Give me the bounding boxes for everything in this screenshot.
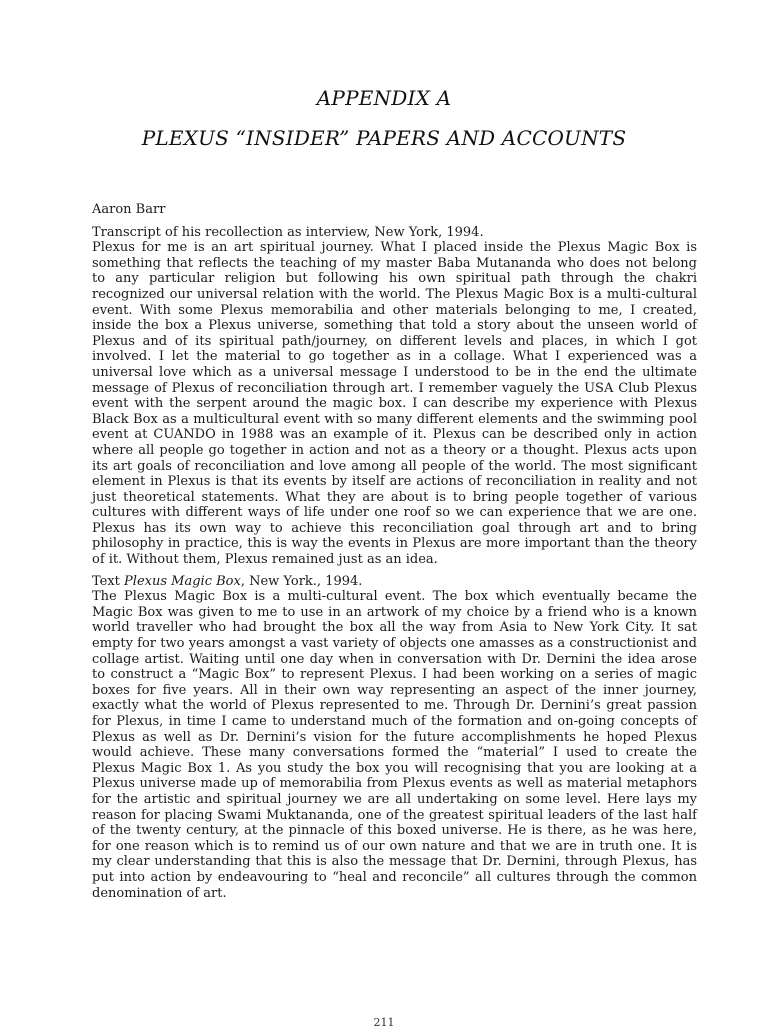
source-suffix: , New York., 1994. (240, 573, 363, 589)
paragraph-interview: Plexus for me is an art spiritual journey. What I placed inside the Plexus Magic Box is something that reflects the teaching of my master Baba Mutananda who does not belong to any particular religion but following his own spiritual path through the chakri recognized our universal relation with the world. The Plexus Magic Box is a multi-cultural event. With some Plexus memorabilia and other materials belonging to me, I created, inside the box a Plexus universe, something that told a story about the unseen world of Plexus and of its spiritual path/journey, on different levels and places, in which I got involved. I let the material to go together as in a collage. What I experienced was a universal love which as a universal message I understood to be in the end the ultimate message of Plexus of reconciliation through art. I remember vaguely the USA Club Plexus event with the serpent around the magic box. I can describe my experience with Plexus Black Box as a multicultural event with so many different elements and the swimming pool event at CUANDO in 1988 was an example of it. Plexus can be described only in action where all people go together in action and not as a theory or a thought. Plexus acts upon its art goals of reconciliation and love among all people of the world. The most significant element in Plexus is that its events by itself are actions of reconciliation in reality and not just theoretical statements. What they are about is to bring people together of various cultures with different ways of life under one roof so we can experience that we are one. Plexus has its own way to achieve this reconciliation goal through art and to bring philosophy in practice, this is way the events in Plexus are more important than the theory of it. Without them, Plexus remained just as an idea. (92, 240, 697, 568)
author-name: Aaron Barr (92, 202, 166, 217)
source-title: Plexus Magic Box (124, 573, 241, 589)
appendix-subtitle: PLEXUS “INSIDER” PAPERS AND ACCOUNTS (141, 126, 627, 150)
page-number: 211 (373, 1016, 395, 1029)
document-body (92, 202, 697, 901)
source-line-text (92, 574, 697, 590)
source-prefix: Text (92, 573, 125, 589)
appendix-title: APPENDIX A (316, 86, 452, 110)
paragraph-magic-box: The Plexus Magic Box is a multi-cultural event. The box which eventually became the Magic Box was given to me to use in an artwork of my choice by a friend who is a known world traveller who had brought the box all the way from Asia to New York City. It sat empty for two years amongst a vast variety of objects one amasses as a constructionist and collage artist. Waiting until one day when in conversation with Dr. Dernini the idea arose to construct a “Magic Box” to represent Plexus. I had been working on a series of magic boxes for five years. All in their own way representing an aspect of the inner journey, exactly what the world of Plexus represented to me. Through Dr. Dernini’s great passion for Plexus, in time I came to understand much of the formation and on-going concepts of Plexus as well as Dr. Dernini’s vision for the future accomplishments he hoped Plexus would achieve. These many conversations formed the “material” I used to create the Plexus Magic Box 1. As you study the box you will recognising that you are looking at a Plexus universe made up of memorabilia from Plexus events as well as material metaphors for the artistic and spiritual journey we are all undertaking on some level. Here lays my reason for placing Swami Muktananda, one of the greatest spiritual leaders of the last half of the twenty century, at the pinnacle of this boxed universe. He is there, as he was here, for one reason which is to remind us of our own nature and that we are in truth one. It is my clear understanding that this is also the message that Dr. Dernini, through Plexus, has put into action by endeavouring to “heal and reconcile” all cultures through the common denomination of art. (92, 589, 697, 901)
source-line-interview: Transcript of his recollection as interview, New York, 1994. (92, 224, 484, 240)
